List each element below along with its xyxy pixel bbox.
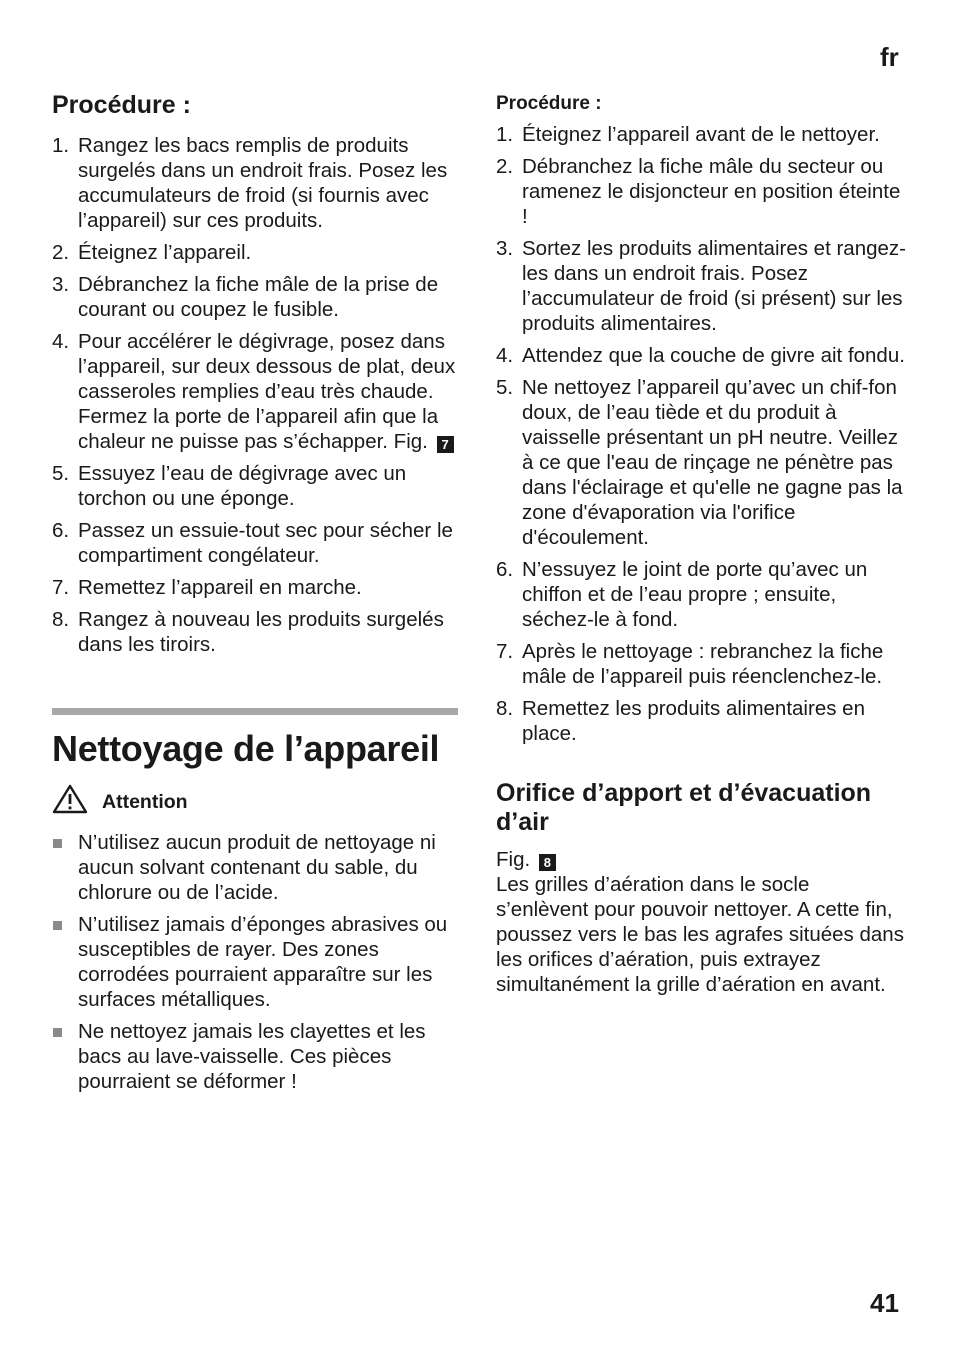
warning-list	[52, 830, 462, 1094]
bullet-square-icon	[53, 1028, 62, 1037]
list-item: 4. Pour accélérer le dégivrage, posez dans l’appareil, sur deux dessous de plat, deux casseroles remplies d’eau très chaude. Fermez la porte de l’appareil afin que la chaleur ne puisse pas s’échapper. Fig. 7	[52, 330, 456, 453]
figure-reference-badge: 8	[539, 854, 556, 871]
list-item: 1. Éteignez l’appareil avant de le nettoyer.	[496, 123, 880, 146]
section-divider	[52, 708, 458, 715]
air-vent-paragraph: Les grilles d’aération dans le socle s’enlèvent pour pouvoir nettoyer. A cette fin, poussez vers le bas les agrafes situées dans les orifices d’aération, puis extrayez simultanément la grille d’aération en avant.	[496, 873, 904, 996]
language-code: fr	[880, 42, 899, 72]
cleaning-steps-list	[496, 122, 906, 746]
warning-icon	[52, 784, 102, 820]
list-item: 3. Débranchez la fiche mâle de la prise de courant ou coupez le fusible.	[52, 273, 439, 321]
list-item: 3. Sortez les produits alimentaires et rangez-les dans un endroit frais. Posez l’accumulateur de froid (si présent) sur les produits alimentaires.	[496, 237, 906, 335]
list-item: 4. Attendez que la couche de givre ait fondu.	[496, 344, 905, 367]
list-item: 7. Après le nettoyage : rebranchez la fiche mâle de l’appareil puis réenclenchez-le.	[496, 640, 884, 688]
cleaning-procedure-heading: Procédure :	[496, 93, 602, 114]
list-item: 6. Passez un essuie-tout sec pour sécher le compartiment congélateur.	[52, 519, 453, 567]
list-item: 8. Remettez les produits alimentaires en place.	[496, 697, 865, 745]
list-item: 5. Essuyez l’eau de dégivrage avec un torchon ou une éponge.	[52, 462, 407, 510]
list-item: 8. Rangez à nouveau les produits surgelés dans les tiroirs.	[52, 608, 444, 656]
list-item: 2. Débranchez la fiche mâle du secteur ou ramenez le disjoncteur en position éteinte !	[496, 155, 901, 228]
section-title: Nettoyage de l’appareil	[52, 728, 440, 769]
list-item: Ne nettoyez jamais les clayettes et les bacs au lave-vaisselle. Ces pièces pourraient se déformer !	[52, 1019, 462, 1094]
bullet-square-icon	[53, 839, 62, 848]
defrost-steps-list	[52, 133, 462, 657]
list-item: 5. Ne nettoyez l’appareil qu’avec un chif-fon doux, de l’eau tiède et du produit à vaisselle présentant un pH neutre. Veillez à ce que l'eau de rinçage ne pénètre pas dans l'éclairage et qu'elle ne gagne pas la zone d'évaporation via l'orifice d'écoulement.	[496, 376, 903, 549]
figure-reference-badge: 7	[437, 436, 454, 453]
list-item: 6. N’essuyez le joint de porte qu’avec un chiffon et de l’eau propre ; ensuite, séchez-le à fond.	[496, 558, 868, 631]
list-item: N’utilisez aucun produit de nettoyage ni aucun solvant contenant du sable, du chlorure ou de l’acide.	[52, 830, 462, 905]
air-vent-heading: Orifice d’apport et d’évacuation d’air	[496, 779, 872, 836]
list-item: 2. Éteignez l’appareil.	[52, 241, 252, 264]
bullet-square-icon	[53, 921, 62, 930]
defrost-procedure-heading: Procédure :	[52, 91, 191, 119]
page-number: 41	[870, 1288, 899, 1318]
list-item: 1. Rangez les bacs remplis de produits surgelés dans un endroit frais. Posez les accumulateurs de froid (si fournis avec l’appareil) sur ces produits.	[52, 134, 448, 232]
figure-reference: Fig. 8	[496, 847, 906, 872]
right-column	[496, 0, 906, 997]
attention-label: Attention	[102, 790, 188, 813]
list-item: N’utilisez jamais d’éponges abrasives ou susceptibles de rayer. Des zones corrodées pourraient apparaître sur les surfaces métalliques.	[52, 912, 462, 1012]
list-item: 7. Remettez l’appareil en marche.	[52, 576, 362, 599]
attention-banner	[52, 784, 462, 820]
left-column	[52, 0, 462, 1101]
